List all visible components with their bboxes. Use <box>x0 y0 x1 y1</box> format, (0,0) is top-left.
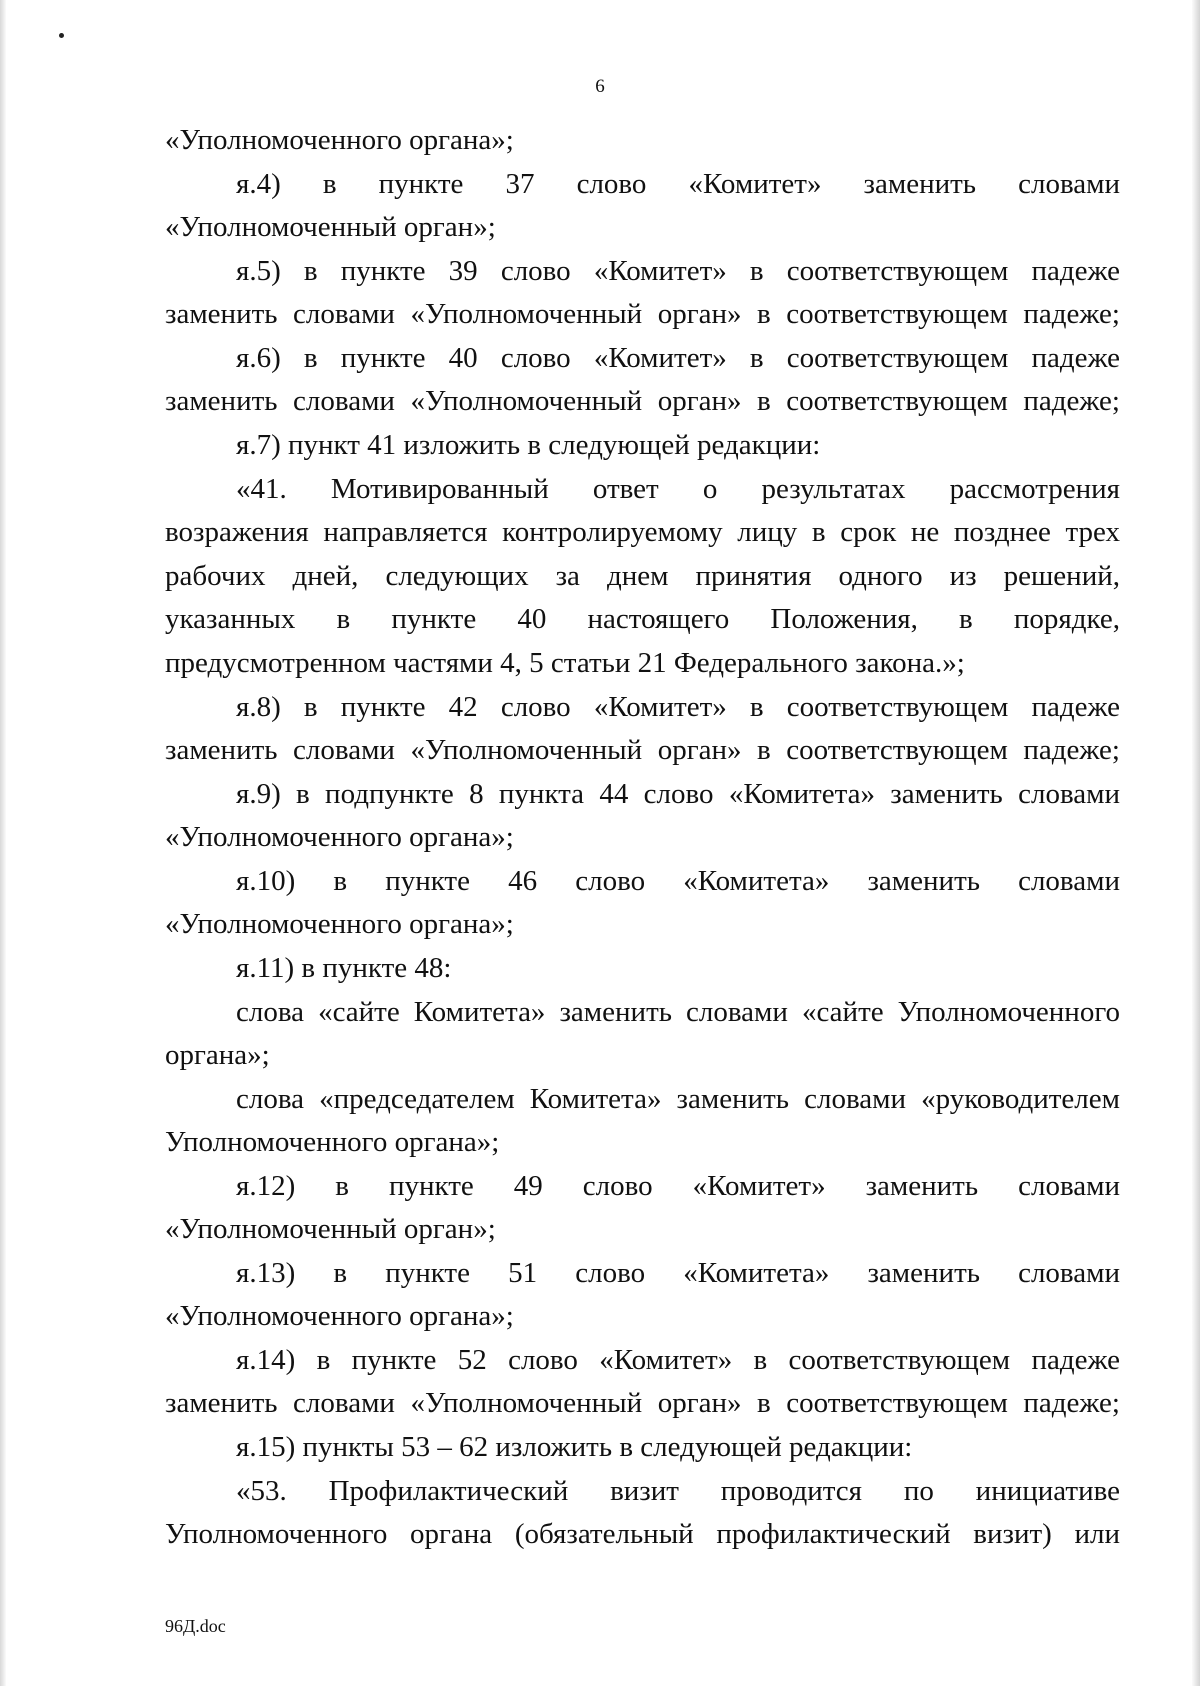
text-line: я.12) в пункте 49 слово «Комитет» заменить словами <box>236 1170 1120 1202</box>
text-line: «53. Профилактический визит проводится по инициативе <box>236 1475 1120 1507</box>
text-line: я.13) в пункте 51 слово «Комитета» заменить словами <box>236 1257 1120 1289</box>
text-line: я.9) в подпункте 8 пункта 44 слово «Комитета» заменить словами <box>236 778 1120 810</box>
file-name-footer: 96Д.doc <box>165 1616 226 1636</box>
text-line: я.7) пункт 41 изложить в следующей редакции: <box>236 429 821 461</box>
text-line: я.11) в пункте 48: <box>236 952 452 984</box>
text-line: я.6) в пункте 40 слово «Комитет» в соответствующем падеже <box>236 342 1120 374</box>
text-line: заменить словами «Уполномоченный орган» в соответствующем падеже; <box>165 734 1120 766</box>
page-number: 6 <box>595 76 605 97</box>
scan-edge-left <box>0 0 6 1686</box>
text-line: «Уполномоченный орган»; <box>165 1213 496 1245</box>
text-line: заменить словами «Уполномоченный орган» в соответствующем падеже; <box>165 385 1120 417</box>
text-line: я.8) в пункте 42 слово «Комитет» в соответствующем падеже <box>236 691 1120 723</box>
text-line: предусмотренном частями 4, 5 статьи 21 Федерального закона.»; <box>165 647 965 679</box>
text-line: я.10) в пункте 46 слово «Комитета» заменить словами <box>236 865 1120 897</box>
text-line: слова «председателем Комитета» заменить словами «руководителем <box>236 1083 1120 1115</box>
text-line: заменить словами «Уполномоченный орган» в соответствующем падеже; <box>165 1387 1120 1419</box>
text-line: «41. Мотивированный ответ о результатах рассмотрения <box>236 473 1120 505</box>
text-line: «Уполномоченный орган»; <box>165 211 496 243</box>
text-line: заменить словами «Уполномоченный орган» в соответствующем падеже; <box>165 298 1120 330</box>
text-line: «Уполномоченного органа»; <box>165 1300 514 1332</box>
scan-dot-mark <box>59 33 64 38</box>
text-line: Уполномоченного органа»; <box>165 1126 500 1158</box>
text-line: я.4) в пункте 37 слово «Комитет» заменить словами <box>236 168 1120 200</box>
text-line: я.15) пункты 53 – 62 изложить в следующей редакции: <box>236 1431 913 1463</box>
scan-edge-right <box>1192 0 1200 1686</box>
text-line: «Уполномоченного органа»; <box>165 821 514 853</box>
text-line: «Уполномоченного органа»; <box>165 908 514 940</box>
text-line: возражения направляется контролируемому лицу в срок не позднее трех <box>165 516 1120 548</box>
text-line: Уполномоченного органа (обязательный профилактический визит) или <box>165 1518 1120 1550</box>
text-line: органа»; <box>165 1039 270 1071</box>
text-line: «Уполномоченного органа»; <box>165 124 514 156</box>
text-line: я.14) в пункте 52 слово «Комитет» в соответствующем падеже <box>236 1344 1120 1376</box>
text-line: я.5) в пункте 39 слово «Комитет» в соответствующем падеже <box>236 255 1120 287</box>
text-line: рабочих дней, следующих за днем принятия одного из решений, <box>165 560 1120 592</box>
text-line: указанных в пункте 40 настоящего Положения, в порядке, <box>165 603 1120 635</box>
text-line: слова «сайте Комитета» заменить словами «сайте Уполномоченного <box>236 996 1120 1028</box>
